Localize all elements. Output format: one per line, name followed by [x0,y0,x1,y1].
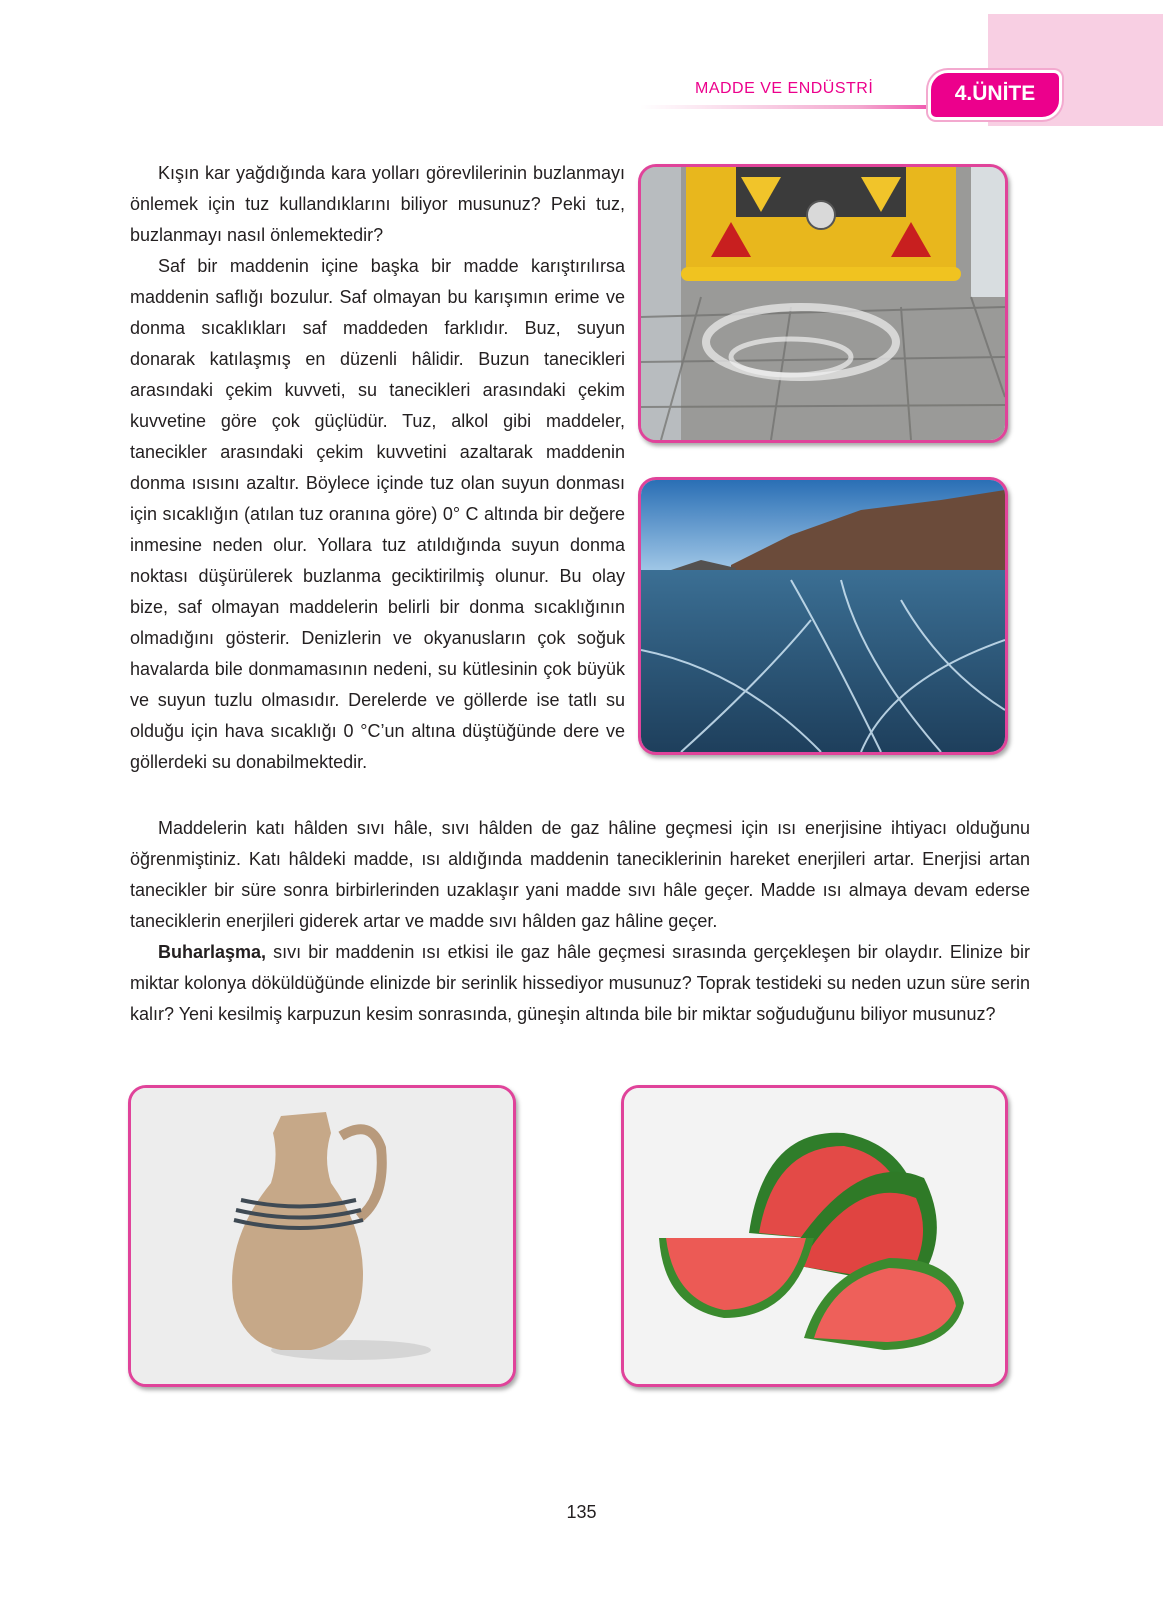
salt-spreader-illustration [641,167,1005,440]
page-number: 135 [566,1502,597,1522]
photo-frozen-lake [638,477,1008,755]
paragraph-salt-question: Kışın kar yağdığında kara yolları görevlilerinin buzlanmayı önlemek için tuz kullandıklarını biliyor musunuz? Peki tuz, buzlanmayı nasıl önlemektedir? [130,163,625,245]
unit-title: MADDE VE ENDÜSTRİ [695,80,874,97]
photo-clay-jug [128,1085,516,1387]
photo-salt-spreader [638,164,1008,443]
paragraph-evaporation-text: sıvı bir maddenin ısı etkisi ile gaz hâle geçmesi sırasında gerçekleşen bir olaydır. Elinize bir miktar kolonya döküldüğünde elinizde bir serinlik hissediyor musunuz? Toprak testideki su neden uzun süre serin kalır? Yeni kesilmiş karpuzun kesim sonrasında, güneşin altında bile bir miktar soğuduğunu biliyor musunuz? [130,942,1030,1024]
photo-watermelon [621,1085,1008,1387]
unit-badge-label: 4.ÜNİTE [954,82,1036,105]
term-evaporation: Buharlaşma, [158,942,267,962]
unit-badge [928,70,1062,120]
watermelon-illustration [624,1088,1005,1384]
intro-text-column [130,158,625,778]
clay-jug-illustration [131,1088,513,1384]
frozen-lake-illustration [641,480,1005,752]
main-text-column [130,813,1030,1030]
paragraph-freezing-point: Saf bir maddenin içine başka bir madde karıştırılırsa maddenin saflığı bozulur. Saf olmayan bu karışımın erime ve donma sıcaklıkları saf maddeden farklıdır. Buz, suyun donarak katılaşmış en düzenli hâlidir. Buzun tanecikleri arasındaki çekim kuvveti, su tanecikleri arasındaki çekim kuvvetine göre çok güçlüdür. Tuz, alkol gibi maddeler, tanecikler arasındaki çekim kuvvetini azaltarak maddenin donma ısısını azaltır. Böylece içinde tuz olan suyun donması için sıcaklığın (atılan tuz oranına göre) 0° C altında bir değere inmesine neden olur. Yollara tuz atıldığında suyun donma noktası düşürülerek buzlanma geciktirilmiş olunur. Bu olay bize, saf olmayan maddelerin belirli bir donma sıcaklığının olmadığını gösterir. Denizlerin ve okyanusların çok soğuk havalarda bile donmamasının nedeni, su kütlesinin çok büyük ve suyun tuzlu olmasıdır. Derelerde ve göllerde ise tatlı su olduğu için hava sıcaklığı 0 °C’un altına düştüğünde dere ve göllerdeki su donabilmektedir. [130,256,625,772]
paragraph-evaporation [130,937,1030,1030]
paragraph-state-changes: Maddelerin katı hâlden sıvı hâle, sıvı hâlden de gaz hâline geçmesi için ısı enerjisine ihtiyacı olduğunu öğrenmiştiniz. Katı hâldeki madde, ısı aldığında maddenin taneciklerinin hareket enerjileri artar. Enerjisi artan tanecikler bir süre sonra birbirlerinden uzaklaşır yani madde sıvı hâle geçer. Madde ısı almaya devam ederse taneciklerin enerjileri giderek artar ve madde sıvı hâlden gaz hâline geçer. [130,818,1030,931]
